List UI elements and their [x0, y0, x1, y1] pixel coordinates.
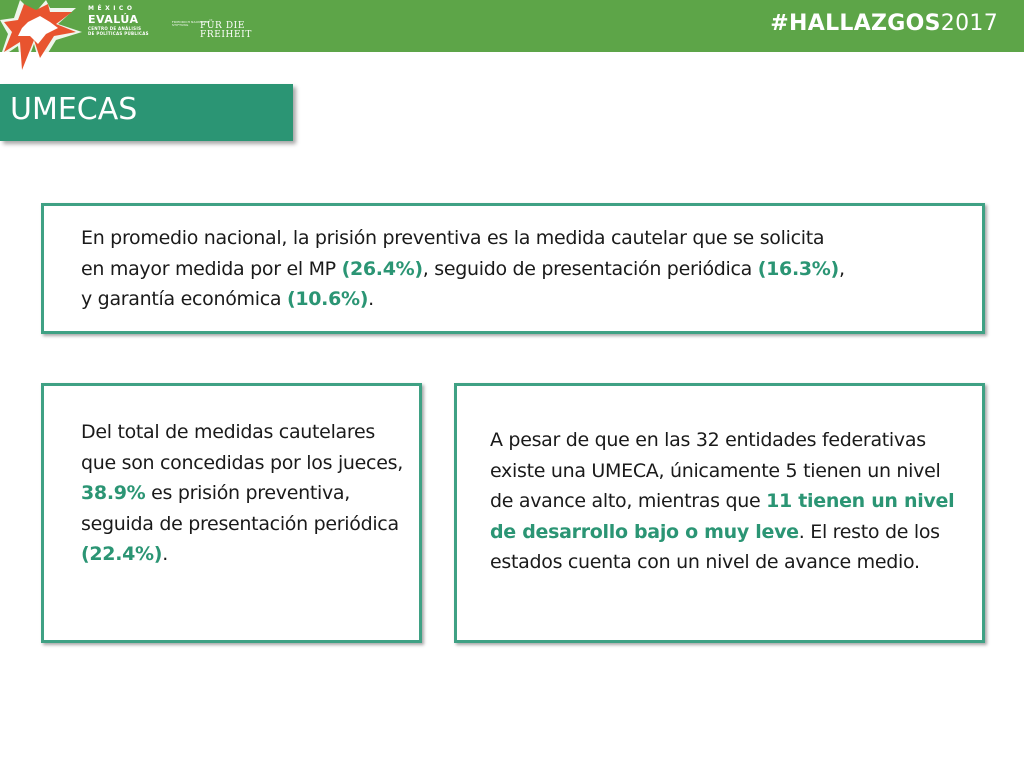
text-segment: en mayor medida por el MP	[81, 257, 342, 280]
text-segment: .	[162, 543, 168, 565]
highlight-phrase: 11 tienen un nivel de desarrollo bajo o muy leve	[490, 490, 955, 543]
slide-title-box	[0, 84, 293, 141]
finding-card-2	[41, 383, 422, 643]
highlight-percent: (26.4%)	[341, 257, 423, 280]
brand-country: MÉXICO	[88, 5, 136, 12]
finding-text-3	[490, 425, 960, 578]
text-segment: En promedio nacional, la prisión preventiva es la medida cautelar que se solicita	[81, 227, 825, 249]
finding-text-2	[81, 417, 411, 570]
finding-card-3	[454, 383, 985, 643]
header-bar	[0, 0, 1024, 52]
partner-small-2: STIFTUNG	[172, 23, 189, 27]
highlight-percent: (10.6%)	[286, 288, 369, 310]
hashtag-year: 2017	[940, 11, 998, 36]
text-segment: . El resto de los estados cuenta con un nivel de avance medio.	[490, 520, 940, 573]
partner-main: FÜR DIE FREIHEIT	[200, 21, 252, 40]
brand-subtitle-1: CENTRO DE ANÁLISIS	[88, 26, 142, 31]
text-segment: , seguido de presentación periódica	[422, 257, 758, 280]
text-segment: .	[368, 288, 374, 310]
text-segment: A pesar de que en las 32 entidades federativas existe una UMECA, únicamente 5 tienen un nivel de avance alto, mientras que	[490, 429, 941, 512]
text-segment: y garantía económica	[81, 288, 287, 310]
highlight-percent: (16.3%)	[757, 257, 839, 280]
text-segment: Del total de medidas cautelares que son concedidas por los jueces,	[81, 421, 403, 474]
brand-subtitle-2: DE POLÍTICAS PÚBLICAS	[88, 31, 149, 36]
partner-small-1: FRIEDRICH NAUMANN	[172, 20, 209, 24]
brand-name: EVALÚA	[88, 13, 139, 26]
text-segment: ,	[838, 257, 845, 280]
star-logo-icon	[0, 0, 82, 80]
slide-title: UMECAS	[10, 92, 138, 127]
evalua-logo	[88, 6, 149, 36]
finding-text-1	[81, 223, 951, 315]
partner-logo	[172, 20, 252, 40]
text-segment: es prisión preventiva, seguida de presentación periódica	[81, 482, 399, 535]
finding-card-1	[41, 203, 985, 334]
hashtag	[770, 13, 998, 35]
hashtag-word: #HALLAZGOS	[770, 11, 941, 36]
highlight-percent: (22.4%)	[81, 543, 163, 565]
highlight-percent: 38.9%	[81, 482, 146, 504]
